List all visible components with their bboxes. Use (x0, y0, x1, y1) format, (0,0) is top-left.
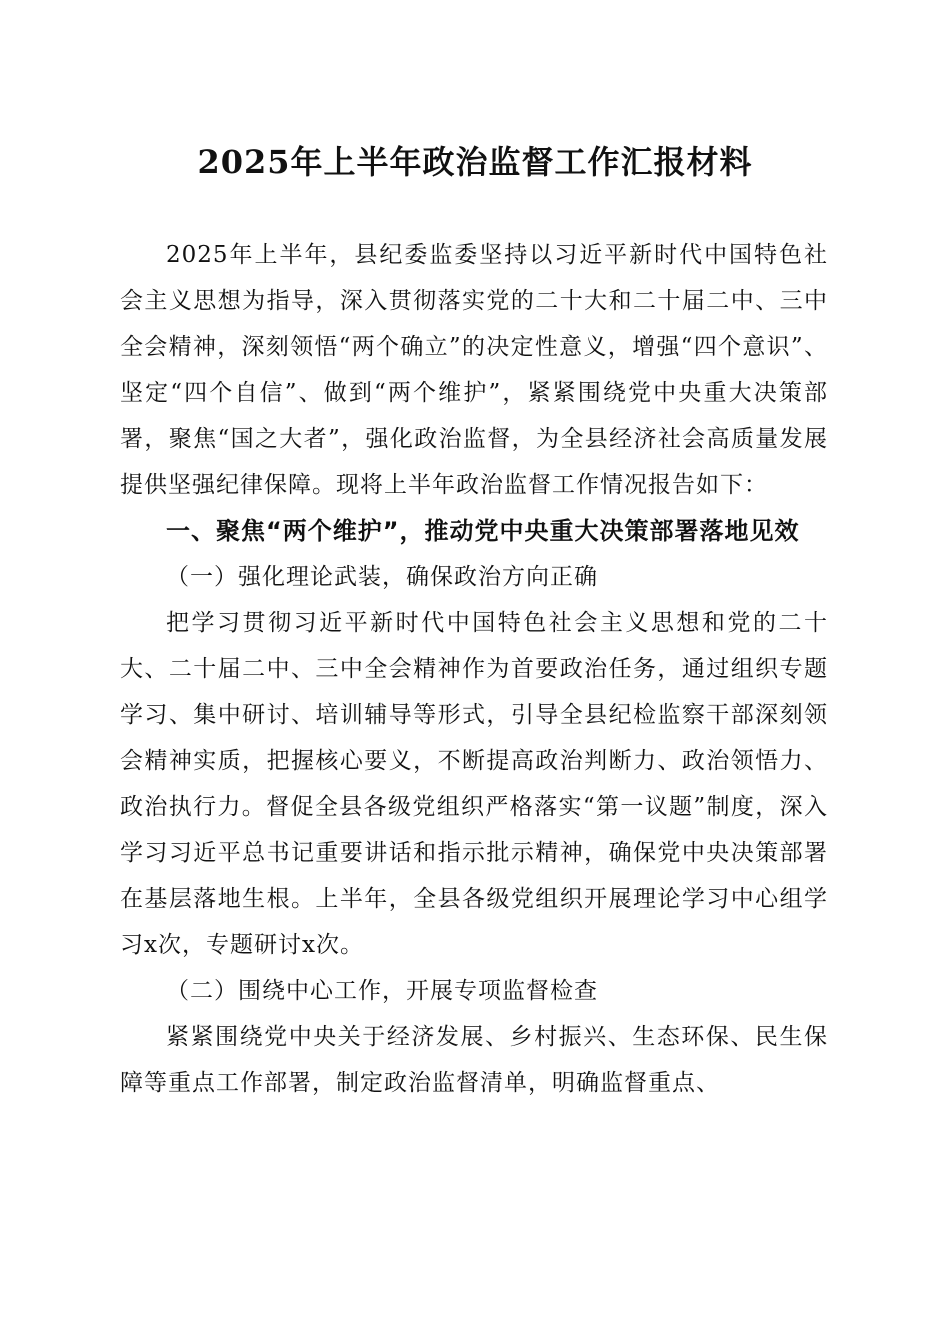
section-heading-1: 一、聚焦“两个维护”，推动党中央重大决策部署落地见效 (166, 517, 800, 545)
document-title: 2025年上半年政治监督工作汇报材料 (197, 143, 753, 181)
intro-paragraph: 2025年上半年，县纪委监委坚持以习近平新时代中国特色社会主义思想为指导，深入贯彻落实党的二十大和二十届二中、三中全会精神，深刻领悟“两个确立”的决定性意义，增强“四个意识”、坚定“四个自信”、做到“两个维护”，紧紧围绕党中央重大决策部署，聚焦“国之大者”，强化政治监督，为全县经济社会高质量发展提供坚强纪律保障。现将上半年政治监督工作情况报告如下： (120, 242, 828, 498)
subsection-1-paragraph: 把学习贯彻习近平新时代中国特色社会主义思想和党的二十大、二十届二中、三中全会精神作为首要政治任务，通过组织专题学习、集中研讨、培训辅导等形式，引导全县纪检监察干部深刻领会精神实质，把握核心要义，不断提高政治判断力、政治领悟力、政治执行力。督促全县各级党组织严格落实“第一议题”制度，深入学习习近平总书记重要讲话和指示批示精神，确保党中央决策部署在基层落地生根。上半年，全县各级党组织开展理论学习中心组学习x次，专题研讨x次。 (120, 610, 828, 958)
document-body (120, 232, 828, 1106)
subsection-2-paragraph: 紧紧围绕党中央关于经济发展、乡村振兴、生态环保、民生保障等重点工作部署，制定政治监督清单，明确监督重点、 (120, 1024, 828, 1096)
subsection-heading-1: （一）强化理论武装，确保政治方向正确 (166, 564, 598, 590)
subsection-heading-2: （二）围绕中心工作，开展专项监督检查 (166, 978, 598, 1004)
